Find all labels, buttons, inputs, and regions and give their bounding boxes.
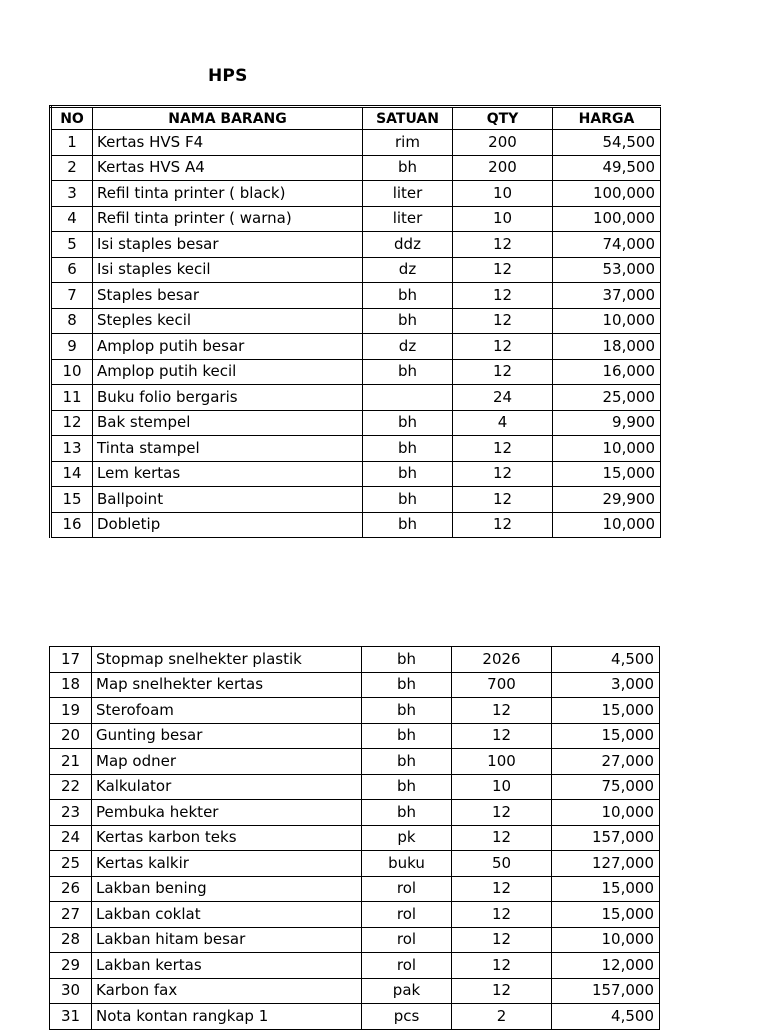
table-row <box>50 647 660 673</box>
table-row <box>51 206 661 232</box>
cell-name: Tinta stampel <box>93 436 363 462</box>
cell-unit: pak <box>362 978 452 1004</box>
cell-no: 7 <box>51 283 93 309</box>
cell-qty: 12 <box>453 461 553 487</box>
cell-name: Staples besar <box>93 283 363 309</box>
cell-price: 12,000 <box>552 953 660 979</box>
header-no: NO <box>51 107 93 130</box>
cell-name: Kertas karbon teks <box>92 825 362 851</box>
cell-unit: bh <box>363 308 453 334</box>
cell-name: Stopmap snelhekter plastik <box>92 647 362 673</box>
cell-name: Bak stempel <box>93 410 363 436</box>
cell-name: Lakban kertas <box>92 953 362 979</box>
cell-name: Karbon fax <box>92 978 362 1004</box>
cell-name: Gunting besar <box>92 723 362 749</box>
cell-qty: 12 <box>453 359 553 385</box>
cell-price: 10,000 <box>553 308 661 334</box>
cell-price: 4,500 <box>552 1004 660 1030</box>
cell-no: 4 <box>51 206 93 232</box>
cell-price: 15,000 <box>552 902 660 928</box>
cell-price: 18,000 <box>553 334 661 360</box>
page-title: HPS <box>208 66 248 86</box>
header-unit: SATUAN <box>363 107 453 130</box>
cell-qty: 12 <box>453 512 553 538</box>
cell-no: 28 <box>50 927 92 953</box>
cell-unit: rol <box>362 902 452 928</box>
cell-no: 25 <box>50 851 92 877</box>
cell-no: 19 <box>50 698 92 724</box>
cell-no: 18 <box>50 672 92 698</box>
cell-no: 11 <box>51 385 93 411</box>
cell-name: Kertas HVS A4 <box>93 155 363 181</box>
cell-qty: 12 <box>452 902 552 928</box>
cell-name: Refil tinta printer ( black) <box>93 181 363 207</box>
cell-qty: 12 <box>452 953 552 979</box>
table-row <box>51 461 661 487</box>
table-row <box>50 953 660 979</box>
cell-price: 49,500 <box>553 155 661 181</box>
cell-no: 16 <box>51 512 93 538</box>
cell-price: 3,000 <box>552 672 660 698</box>
cell-price: 100,000 <box>553 206 661 232</box>
cell-unit <box>363 385 453 411</box>
cell-no: 29 <box>50 953 92 979</box>
cell-qty: 700 <box>452 672 552 698</box>
cell-unit: bh <box>363 410 453 436</box>
cell-unit: bh <box>362 723 452 749</box>
table-row <box>50 749 660 775</box>
cell-unit: bh <box>362 749 452 775</box>
cell-name: Pembuka hekter <box>92 800 362 826</box>
table-header-row <box>51 107 661 130</box>
cell-name: Lem kertas <box>93 461 363 487</box>
table-row <box>50 800 660 826</box>
cell-price: 10,000 <box>553 512 661 538</box>
cell-no: 9 <box>51 334 93 360</box>
cell-qty: 50 <box>452 851 552 877</box>
cell-qty: 12 <box>452 800 552 826</box>
header-qty: QTY <box>453 107 553 130</box>
cell-unit: dz <box>363 257 453 283</box>
cell-unit: bh <box>362 647 452 673</box>
cell-no: 27 <box>50 902 92 928</box>
cell-price: 9,900 <box>553 410 661 436</box>
cell-price: 15,000 <box>552 876 660 902</box>
cell-unit: bh <box>362 698 452 724</box>
cell-no: 6 <box>51 257 93 283</box>
table-row <box>51 130 661 156</box>
cell-qty: 12 <box>453 283 553 309</box>
cell-name: Buku folio bergaris <box>93 385 363 411</box>
cell-qty: 200 <box>453 155 553 181</box>
cell-price: 10,000 <box>552 800 660 826</box>
table-row <box>51 512 661 538</box>
table-row <box>51 410 661 436</box>
cell-price: 75,000 <box>552 774 660 800</box>
cell-unit: pk <box>362 825 452 851</box>
cell-qty: 12 <box>453 257 553 283</box>
cell-price: 27,000 <box>552 749 660 775</box>
table-row <box>51 487 661 513</box>
cell-no: 30 <box>50 978 92 1004</box>
cell-price: 25,000 <box>553 385 661 411</box>
cell-qty: 100 <box>452 749 552 775</box>
cell-unit: ddz <box>363 232 453 258</box>
cell-unit: bh <box>363 487 453 513</box>
cell-qty: 12 <box>452 978 552 1004</box>
table-row <box>50 927 660 953</box>
cell-price: 53,000 <box>553 257 661 283</box>
cell-name: Map snelhekter kertas <box>92 672 362 698</box>
cell-price: 54,500 <box>553 130 661 156</box>
cell-qty: 12 <box>453 308 553 334</box>
header-name: NAMA BARANG <box>93 107 363 130</box>
cell-qty: 4 <box>453 410 553 436</box>
cell-price: 4,500 <box>552 647 660 673</box>
cell-price: 127,000 <box>552 851 660 877</box>
cell-unit: liter <box>363 181 453 207</box>
cell-qty: 24 <box>453 385 553 411</box>
cell-unit: bh <box>362 774 452 800</box>
cell-unit: bh <box>363 283 453 309</box>
cell-price: 100,000 <box>553 181 661 207</box>
table-row <box>50 825 660 851</box>
cell-no: 31 <box>50 1004 92 1030</box>
cell-unit: rol <box>362 876 452 902</box>
cell-unit: bh <box>363 359 453 385</box>
cell-no: 24 <box>50 825 92 851</box>
cell-price: 15,000 <box>552 698 660 724</box>
cell-price: 15,000 <box>552 723 660 749</box>
cell-name: Lakban bening <box>92 876 362 902</box>
cell-qty: 12 <box>452 825 552 851</box>
cell-price: 157,000 <box>552 825 660 851</box>
cell-name: Amplop putih kecil <box>93 359 363 385</box>
cell-no: 5 <box>51 232 93 258</box>
table-row <box>50 698 660 724</box>
items-table-2 <box>49 646 660 1030</box>
cell-no: 20 <box>50 723 92 749</box>
cell-unit: dz <box>363 334 453 360</box>
cell-qty: 200 <box>453 130 553 156</box>
cell-qty: 12 <box>453 436 553 462</box>
cell-name: Sterofoam <box>92 698 362 724</box>
cell-unit: liter <box>363 206 453 232</box>
table-row <box>51 385 661 411</box>
cell-name: Kalkulator <box>92 774 362 800</box>
cell-no: 23 <box>50 800 92 826</box>
items-table-1 <box>49 105 661 538</box>
table-row <box>51 359 661 385</box>
cell-qty: 2 <box>452 1004 552 1030</box>
cell-unit: bh <box>363 155 453 181</box>
table-row <box>51 155 661 181</box>
cell-price: 29,900 <box>553 487 661 513</box>
cell-unit: buku <box>362 851 452 877</box>
cell-name: Nota kontan rangkap 1 <box>92 1004 362 1030</box>
cell-no: 2 <box>51 155 93 181</box>
cell-unit: bh <box>362 672 452 698</box>
cell-name: Isi staples besar <box>93 232 363 258</box>
cell-no: 22 <box>50 774 92 800</box>
cell-unit: bh <box>363 461 453 487</box>
cell-unit: bh <box>363 436 453 462</box>
cell-unit: pcs <box>362 1004 452 1030</box>
cell-name: Lakban coklat <box>92 902 362 928</box>
cell-qty: 12 <box>452 698 552 724</box>
cell-price: 37,000 <box>553 283 661 309</box>
cell-qty: 10 <box>452 774 552 800</box>
cell-price: 16,000 <box>553 359 661 385</box>
table-row <box>50 1004 660 1030</box>
cell-unit: rim <box>363 130 453 156</box>
table-row <box>51 308 661 334</box>
cell-no: 17 <box>50 647 92 673</box>
cell-no: 12 <box>51 410 93 436</box>
cell-name: Kertas kalkir <box>92 851 362 877</box>
table-row <box>50 723 660 749</box>
header-price: HARGA <box>553 107 661 130</box>
cell-name: Ballpoint <box>93 487 363 513</box>
cell-qty: 12 <box>452 927 552 953</box>
cell-name: Refil tinta printer ( warna) <box>93 206 363 232</box>
table-row <box>51 334 661 360</box>
table-row <box>51 257 661 283</box>
cell-qty: 2026 <box>452 647 552 673</box>
cell-price: 74,000 <box>553 232 661 258</box>
cell-no: 3 <box>51 181 93 207</box>
cell-name: Map odner <box>92 749 362 775</box>
cell-name: Lakban hitam besar <box>92 927 362 953</box>
table-row <box>50 851 660 877</box>
cell-qty: 10 <box>453 181 553 207</box>
cell-name: Isi staples kecil <box>93 257 363 283</box>
cell-no: 14 <box>51 461 93 487</box>
table-row <box>50 774 660 800</box>
cell-no: 8 <box>51 308 93 334</box>
cell-qty: 12 <box>452 723 552 749</box>
cell-qty: 12 <box>453 232 553 258</box>
table-row <box>51 232 661 258</box>
cell-name: Dobletip <box>93 512 363 538</box>
cell-qty: 12 <box>453 487 553 513</box>
cell-qty: 12 <box>453 334 553 360</box>
cell-no: 21 <box>50 749 92 775</box>
cell-price: 15,000 <box>553 461 661 487</box>
cell-no: 10 <box>51 359 93 385</box>
cell-price: 10,000 <box>552 927 660 953</box>
cell-unit: bh <box>362 800 452 826</box>
cell-price: 10,000 <box>553 436 661 462</box>
table-row <box>51 283 661 309</box>
cell-no: 26 <box>50 876 92 902</box>
cell-price: 157,000 <box>552 978 660 1004</box>
cell-no: 15 <box>51 487 93 513</box>
cell-name: Steples kecil <box>93 308 363 334</box>
cell-name: Amplop putih besar <box>93 334 363 360</box>
cell-no: 1 <box>51 130 93 156</box>
cell-qty: 12 <box>452 876 552 902</box>
table-row <box>50 876 660 902</box>
table-row <box>50 902 660 928</box>
table-row <box>51 181 661 207</box>
table-row <box>50 978 660 1004</box>
cell-unit: rol <box>362 927 452 953</box>
cell-no: 13 <box>51 436 93 462</box>
table-row <box>50 672 660 698</box>
cell-unit: bh <box>363 512 453 538</box>
cell-unit: rol <box>362 953 452 979</box>
cell-name: Kertas HVS F4 <box>93 130 363 156</box>
table-row <box>51 436 661 462</box>
cell-qty: 10 <box>453 206 553 232</box>
